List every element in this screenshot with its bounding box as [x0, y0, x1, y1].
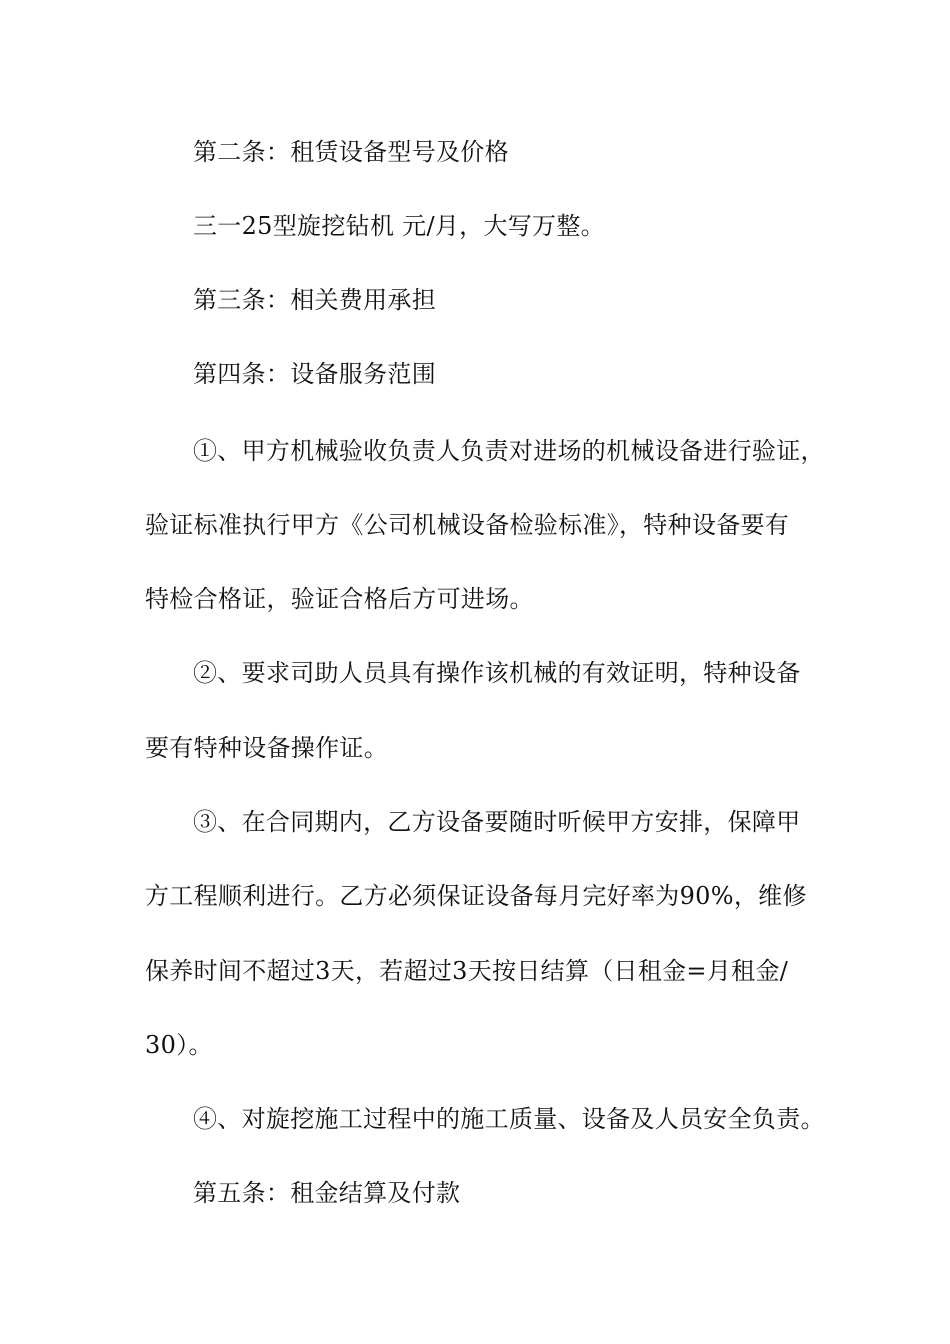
clause-1-line-3: 特检合格证，验证合格后方可进场。 [145, 585, 534, 613]
article-5-heading: 第五条：租金结算及付款 [193, 1179, 461, 1207]
equipment-price-line: 三一25型旋挖钻机 元/月，大写万整。 [193, 212, 605, 240]
clause-3-line-2: 方工程顺利进行。乙方必须保证设备每月完好率为90%，维修 [145, 882, 807, 910]
clause-2-line-2: 要有特种设备操作证。 [145, 734, 388, 762]
clause-3-line-1: ③、在合同期内，乙方设备要随时听候甲方安排，保障甲 [193, 808, 801, 836]
article-4-heading: 第四条：设备服务范围 [193, 360, 436, 388]
clause-1-line-1: ①、甲方机械验收负责人负责对进场的机械设备进行验证， [193, 437, 825, 465]
clause-3-line-3: 保养时间不超过3天，若超过3天按日结算（日租金=月租金/ [145, 957, 789, 985]
article-2-heading: 第二条：租赁设备型号及价格 [193, 138, 509, 166]
clause-4-line-1: ④、对旋挖施工过程中的施工质量、设备及人员安全负责。 [193, 1105, 825, 1133]
clause-1-line-2: 验证标准执行甲方《公司机械设备检验标准》，特种设备要有 [145, 511, 790, 539]
clause-3-line-4: 30）。 [145, 1031, 213, 1059]
article-3-heading: 第三条：相关费用承担 [193, 286, 436, 314]
clause-2-line-1: ②、要求司助人员具有操作该机械的有效证明，特种设备 [193, 659, 801, 687]
